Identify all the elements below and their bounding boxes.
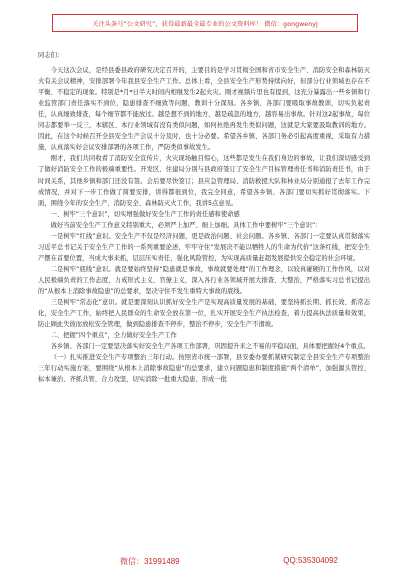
- body-paragraph: （一）扎实推进安全生产专项整治三年行动。按照省市统一部署，县安委办要抓紧研究制定全县安全生产专项整治三年行动实施方案，要围绕“从根本上消除事故隐患”的总要求，建立问题隐患和制度措施“两个清单”，加强源头管控、标本兼治、齐抓共管、合力攻坚，切实消除一批重大隐患、形成一批: [38, 354, 370, 384]
- promo-banner-text: 关注头条号“公文研究”，获得最新最全最专业的公文资料库！ 微信：gongwenyj: [92, 20, 318, 28]
- wechat-contact: 微信：31991489: [120, 557, 180, 566]
- body-paragraph: 刚才，我们共同收看了消防安全宣传片，火灾现场触目惊心，这些都是发生在我们身边的事故，让我们深切感受到了做好消防安全工作的极端重要性。开发区、住建局分别与县政府签订了安全生产目标管理责任书和消防责任书，由于时间关系，其他乡镇和部门还没有签。会后要尽快签订；县应急管理局、消防救援大队和林业局分别通报了去年工作完成情况，并对下一步工作做了简要安排，讲得都很到位，我完全同意，希望各乡镇、各部门要切实抓好贯彻落实。下面，围绕今年的安全生产、消防安全、森林防灭火工作，我讲5点意见。: [38, 155, 370, 207]
- body-paragraph: 三是树牢“常态化”意识。就是要深刻认识抓好安全生产是实现高质量发展的基础，要坚持抓长期、抓长效、抓常态化，安全生产工作，始终把人民群众的生命安全放在第一位，扎实开展安全生产执法检查，着力提高执法质量和效果，防止顾此失彼而放松安全管理，做到隐患排查不停步，整治不停步，安全生产不滑坡。: [38, 299, 370, 329]
- body-paragraph: 今天这次会议，是经县委县政府研究决定召开的，主要目的是学习贯彻全国和省市安全生产、消防安全和森林防灭火有关会议精神，安排部署今年我县安全生产工作。总体上看，全县安全生产形势持续向好，但部分行业领域也存在不平衡、不稳定的现象。特别是*月*日半天时间内相继发生2起火灾。刚才视频片里也有提到，这充分暴露出一些乡镇和行业监管部门责任落实不到位、隐患排查不细致等问题，教训十分深刻。各乡镇、各部门要吸取事故教训，切实负起责任，认真细致排查，每个细节都不能放过。越是想不到的地方，越是疏忽的地方，越容易出事故。针对这2起事故，每位同志都要举一反三，本辖区、本行业领域有没有类似问题，如何杜绝再发生类似问题，这就是大家要汲取教训的地方。因此，在这个时候召开全县安全生产会议十分及时，也十分必要。希望各乡镇、各部门务必引起高度重视，采取有力措施，认真落实好会议安排部署的各项工作，严防类似事故发生。: [38, 67, 370, 152]
- contact-footer: [0, 556, 408, 567]
- body-paragraph: 各乡镇、各部门一定要坚决落实好安全生产各项工作部署，巩固提升来之不易的平稳局面，具体要把握好4个重点。: [50, 343, 370, 351]
- qq-contact: QQ:535304092: [283, 556, 338, 565]
- body-paragraph: 做好当前安全生产工作意义特别重大，必须严上加严、细上加细。具体工作中要树牢“三个意识”：: [50, 221, 322, 229]
- document-body: [38, 50, 370, 385]
- greeting: 同志们：: [38, 52, 64, 59]
- promo-banner: [52, 14, 358, 32]
- body-paragraph: 一是树牢“红线”意识。安全生产不仅是经济问题，更是政治问题、社会问题。各乡镇、各部门一定要认真贯彻落实习近平总书记关于安全生产工作的一系列重要论述，牢牢守住“发展决不能以牺牲人的生命为代价”这条红线，把安全生产摆在首要位置，当成大事来抓，层层压实责任，强化风险管控，为实现高质量赶超发展提供安全稳定的社会环境。: [38, 232, 370, 262]
- section-heading: 二、把握“四个重点”，全力做好安全生产工作: [50, 332, 177, 340]
- body-paragraph: 二是树牢“底线”意识。就是要始终坚持“隐患就是事故，事故就要处理”的工作理念，以较真碰硬的工作作风，以对人民极端负责的工作态度，力戒形式主义、官僚主义，深入各行业各领域开展大排查、大整治，严格落实习总书记提出的“从根本上消除事故隐患”的总要求，坚决守住不发生重特大事故的底线。: [38, 265, 370, 295]
- section-heading: 一、树牢“三个意识”，切实增强做好安全生产工作的责任感和使命感: [50, 210, 240, 218]
- paragraph-list: [38, 65, 370, 385]
